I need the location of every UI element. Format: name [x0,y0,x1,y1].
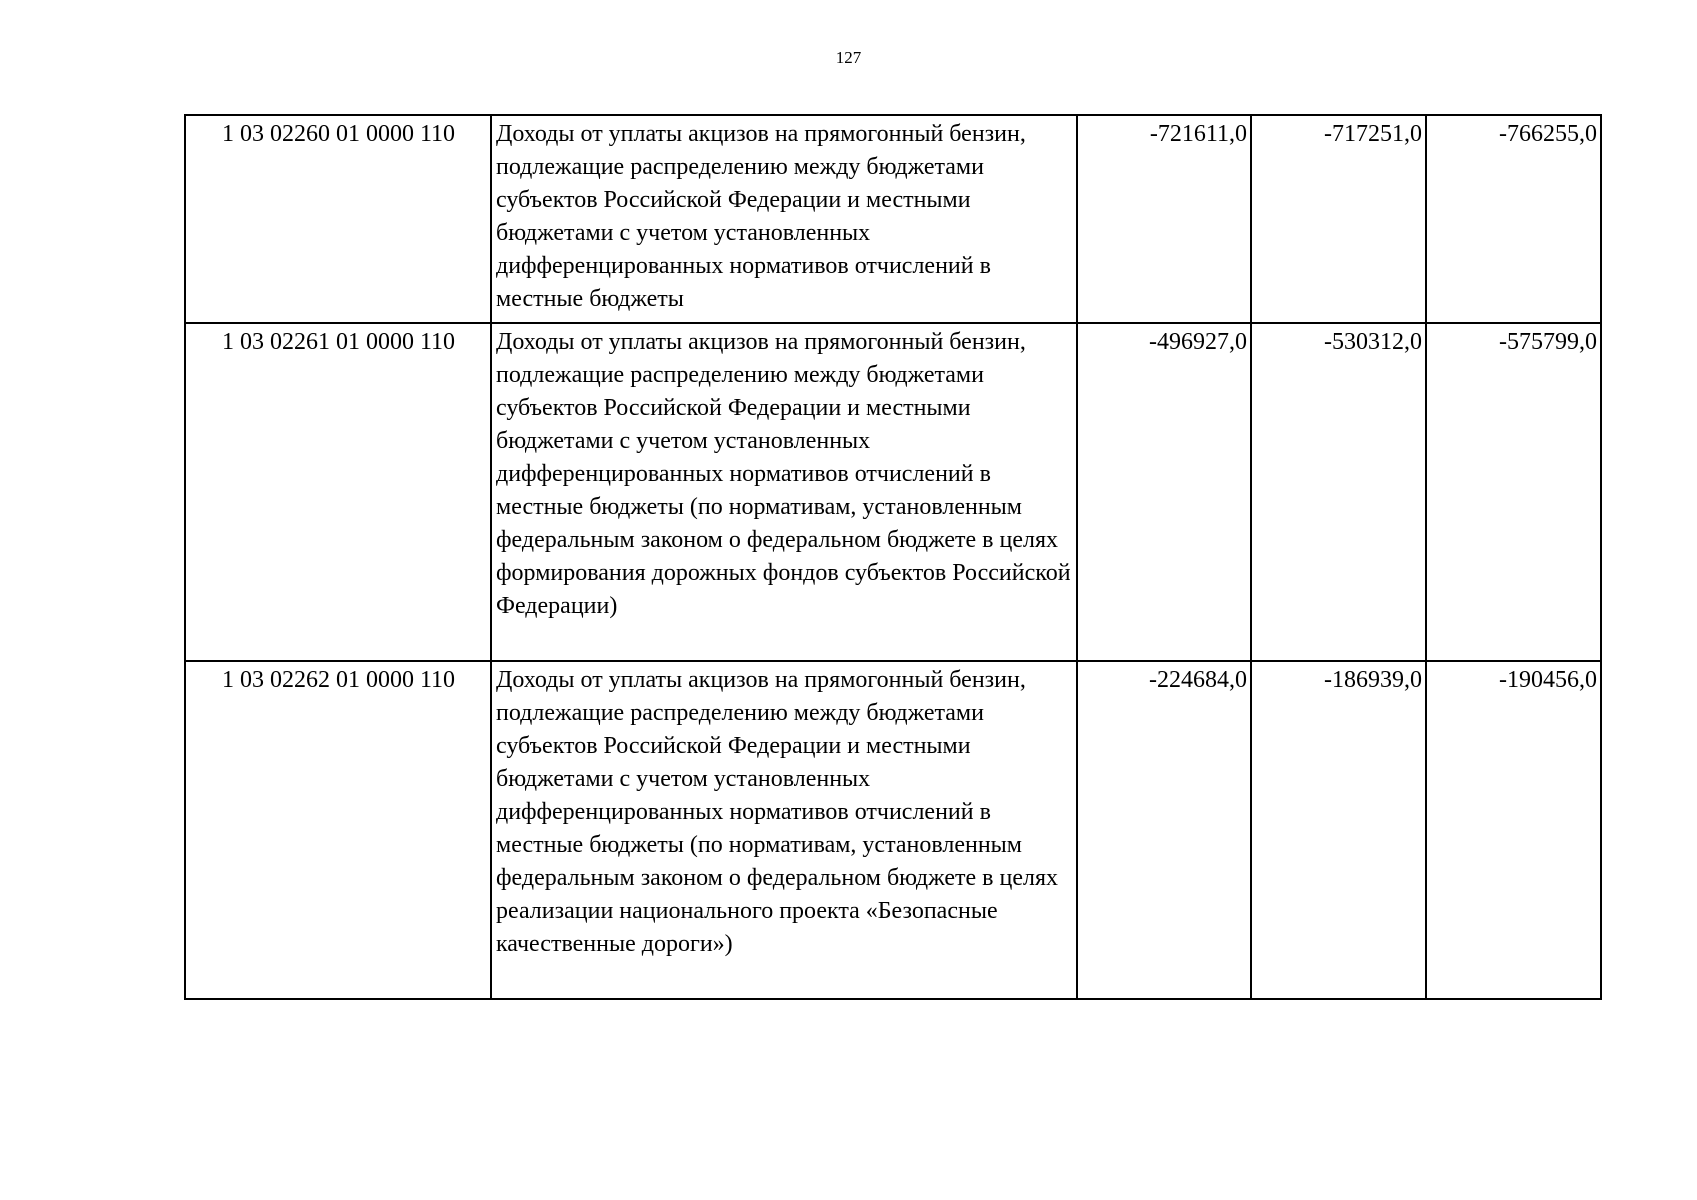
value-year-1: -721611,0 [1077,115,1251,323]
value-year-2: -530312,0 [1251,323,1426,661]
budget-revenue-table [184,114,1602,1000]
table-row [185,115,1601,323]
budget-classification-code: 1 03 02262 01 0000 110 [185,661,491,999]
value-year-3: -575799,0 [1426,323,1601,661]
table-row [185,323,1601,661]
revenue-description: Доходы от уплаты акцизов на прямогонный бензин, подлежащие распределению между бюджетами субъектов Российской Федерации и местными бюджетами с учетом установленных дифференцированных нормативов отчислений в местные бюджеты (по нормативам, установленным федеральным законом о федеральном бюджете в целях формирования дорожных фондов субъектов Российской Федерации) [491,323,1077,661]
value-year-2: -717251,0 [1251,115,1426,323]
table-row [185,661,1601,999]
value-year-1: -496927,0 [1077,323,1251,661]
budget-classification-code: 1 03 02260 01 0000 110 [185,115,491,323]
revenue-description: Доходы от уплаты акцизов на прямогонный бензин, подлежащие распределению между бюджетами субъектов Российской Федерации и местными бюджетами с учетом установленных дифференцированных нормативов отчислений в местные бюджеты [491,115,1077,323]
revenue-description: Доходы от уплаты акцизов на прямогонный бензин, подлежащие распределению между бюджетами субъектов Российской Федерации и местными бюджетами с учетом установленных дифференцированных нормативов отчислений в местные бюджеты (по нормативам, установленным федеральным законом о федеральном бюджете в целях реализации национального проекта «Безопасные качественные дороги») [491,661,1077,999]
value-year-3: -190456,0 [1426,661,1601,999]
page-number: 127 [835,48,862,67]
value-year-3: -766255,0 [1426,115,1601,323]
value-year-1: -224684,0 [1077,661,1251,999]
value-year-2: -186939,0 [1251,661,1426,999]
budget-classification-code: 1 03 02261 01 0000 110 [185,323,491,661]
